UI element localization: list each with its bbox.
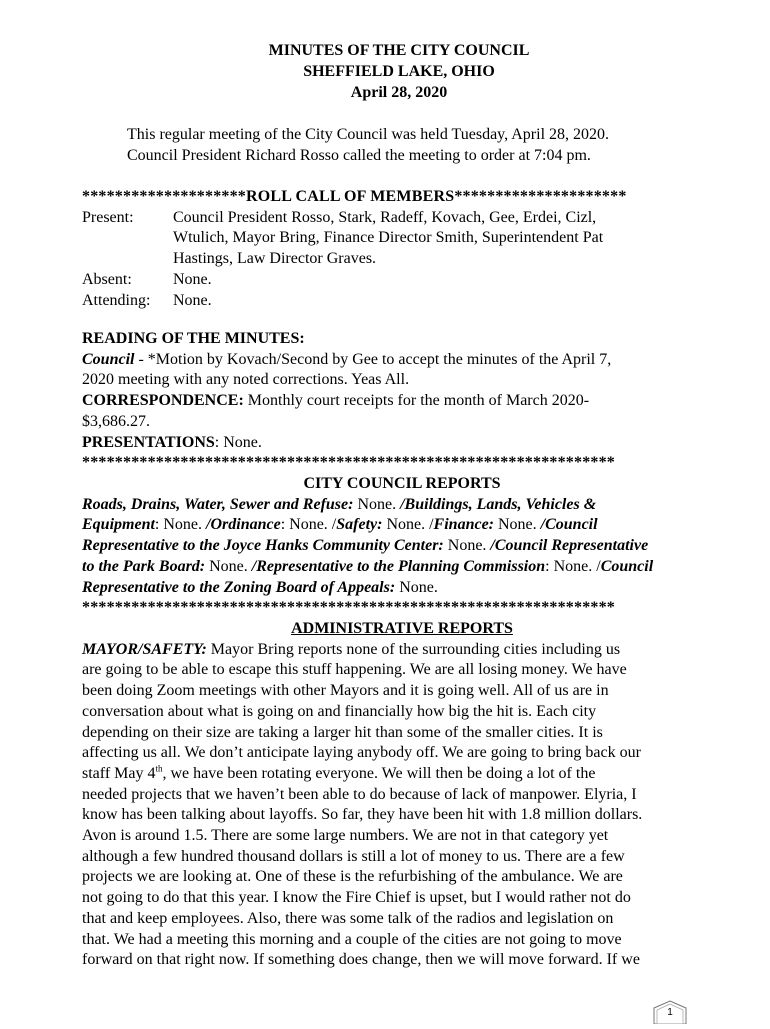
- present-row: [82, 208, 722, 229]
- mayor-safety-label: MAYOR/SAFETY:: [82, 640, 207, 658]
- separator-2: *****************************************************************: [82, 599, 615, 617]
- ordinal-suffix: th: [155, 763, 163, 774]
- presentations-label: PRESENTATIONS: [82, 433, 215, 451]
- roll-call-heading: ********************ROLL CALL OF MEMBERS*********************: [82, 188, 627, 205]
- ordinance-label: /Ordinance: [206, 516, 281, 534]
- title-line-2: SHEFFIELD LAKE, OHIO: [303, 63, 495, 80]
- council-reports-line-1: [82, 495, 722, 516]
- correspondence-text: Monthly court receipts for the month of March 2020-: [243, 392, 590, 410]
- council-rep-label-start: /Council: [540, 516, 598, 534]
- minutes-section: [82, 329, 722, 474]
- motion-line-2: 2020 meeting with any noted corrections. Yeas All.: [82, 371, 410, 389]
- council-reports-line-3: [82, 536, 722, 557]
- separator-1: *****************************************************************: [82, 454, 615, 472]
- present-line-3: Hastings, Law Director Graves.: [173, 250, 377, 268]
- zoning-label-start: Council: [600, 557, 654, 575]
- buildings-label: /Buildings, Lands, Vehicles &: [400, 495, 597, 513]
- staff-date-text: staff May 4: [82, 764, 156, 782]
- admin-line-11: although a few hundred thousand dollars is still a lot of money to us. There are a few: [82, 847, 625, 865]
- planning-commission-label: /Representative to the Planning Commission: [251, 557, 546, 575]
- roads-value: None.: [353, 495, 401, 513]
- present-label: Present:: [82, 208, 134, 226]
- council-reports-section: [82, 474, 722, 619]
- correspondence-label: CORRESPONDENCE:: [82, 392, 244, 410]
- minutes-heading: READING OF THE MINUTES:: [82, 330, 305, 347]
- absent-label: Absent:: [82, 270, 132, 288]
- admin-line-10: Avon is around 1.5. There are some large numbers. We are not in that category yet: [82, 827, 609, 845]
- zoning-value: None.: [395, 578, 438, 596]
- zoning-label-end: Representative to the Zoning Board of Appeals:: [82, 578, 396, 596]
- attending-value: None.: [173, 291, 212, 309]
- equipment-value: : None.: [154, 516, 207, 534]
- council-reports-line-5: [82, 578, 722, 599]
- park-board-value: None.: [205, 557, 252, 575]
- present-line-2: Wtulich, Mayor Bring, Finance Director Smith, Superintendent Pat: [173, 229, 604, 247]
- park-board-label-end: to the Park Board:: [82, 557, 206, 575]
- admin-line-6: affecting us all. We don’t anticipate laying anybody off. We are going to bring back our: [82, 744, 641, 762]
- roll-call-section: [82, 187, 722, 311]
- title-line-1: MINUTES OF THE CITY COUNCIL: [268, 42, 530, 59]
- intro-paragraph: [127, 124, 747, 166]
- present-line-1: Council President Rosso, Stark, Radeff, Kovach, Gee, Erdei, Cizl,: [173, 208, 597, 226]
- presentations-value: : None.: [214, 433, 262, 451]
- admin-line-13: not going to do that this year. I know the Fire Chief is upset, but I would rather not do: [82, 889, 631, 907]
- admin-reports-section: [82, 619, 722, 971]
- page-number: 1: [667, 1007, 673, 1018]
- admin-line-1: [82, 640, 722, 661]
- absent-value: None.: [173, 270, 212, 288]
- staff-rest-text: , we have been rotating everyone. We will then be doing a lot of the: [162, 764, 596, 782]
- council-reports-line-4: [82, 557, 722, 578]
- joyce-hanks-label: Representative to the Joyce Hanks Community Center:: [82, 537, 444, 555]
- title-date: April 28, 2020: [350, 84, 448, 101]
- intro-line-2: Council President Richard Rosso called the meeting to order at 7:04 pm.: [127, 147, 591, 164]
- correspondence-line-2: $3,686.27.: [82, 412, 150, 430]
- finance-label: Finance:: [433, 516, 494, 534]
- admin-line-9: know has been talking about layoffs. So far, they have been hit with 1.8 million dollars.: [82, 806, 643, 824]
- attending-row: [82, 291, 722, 312]
- presentations-line: [82, 433, 722, 454]
- motion-line-1: [82, 350, 722, 371]
- admin-line-1-text: Mayor Bring reports none of the surrounding cities including us: [206, 640, 621, 658]
- attending-label: Attending:: [82, 291, 151, 309]
- joyce-hanks-value: None.: [443, 537, 491, 555]
- admin-line-4: conversation about what is going on and financially how big the hit is. Each city: [82, 702, 597, 720]
- equipment-label: Equipment: [82, 516, 155, 534]
- correspondence-line-1: [82, 391, 722, 412]
- admin-line-2: are going to be able to escape this stuff happening. We are all losing money. We have: [82, 661, 627, 679]
- admin-line-14: that and keep employees. Also, there was some talk of the radios and legislation on: [82, 909, 614, 927]
- roads-label: Roads, Drains, Water, Sewer and Refuse:: [82, 495, 354, 513]
- park-board-label-start: /Council Representative: [490, 537, 649, 555]
- finance-value: None.: [494, 516, 541, 534]
- council-label: Council: [82, 350, 135, 368]
- admin-line-8: needed projects that we haven’t been able to do because of lack of manpower. Elyria, I: [82, 785, 637, 803]
- document-title: [0, 40, 770, 103]
- admin-line-16: forward on that right now. If something does change, then we will move forward. If we: [82, 951, 640, 969]
- absent-row: [82, 270, 722, 291]
- council-reports-line-2: [82, 515, 722, 536]
- admin-line-5: depending on their size are taking a larger hit than some of the smaller cities. It is: [82, 723, 603, 741]
- safety-label: Safety:: [336, 516, 383, 534]
- intro-line-1: This regular meeting of the City Council was held Tuesday, April 28, 2020.: [127, 126, 610, 143]
- page-number-badge: [652, 1000, 688, 1024]
- council-reports-heading: CITY COUNCIL REPORTS: [303, 475, 501, 492]
- admin-line-3: been doing Zoom meetings with other Mayors and it is going well. All of us are in: [82, 682, 609, 700]
- safety-value: None. /: [382, 516, 434, 534]
- ordinance-value: : None. /: [280, 516, 337, 534]
- admin-reports-heading: ADMINISTRATIVE REPORTS: [291, 620, 513, 637]
- planning-commission-value: : None. /: [545, 557, 601, 575]
- motion-text: - *Motion by Kovach/Second by Gee to accept the minutes of the April 7,: [134, 350, 612, 368]
- admin-line-7: [82, 764, 722, 785]
- admin-line-15: that. We had a meeting this morning and a couple of the cities are not going to move: [82, 930, 622, 948]
- admin-line-12: projects we are looking at. One of these is the refurbishing of the ambulance. We are: [82, 868, 623, 886]
